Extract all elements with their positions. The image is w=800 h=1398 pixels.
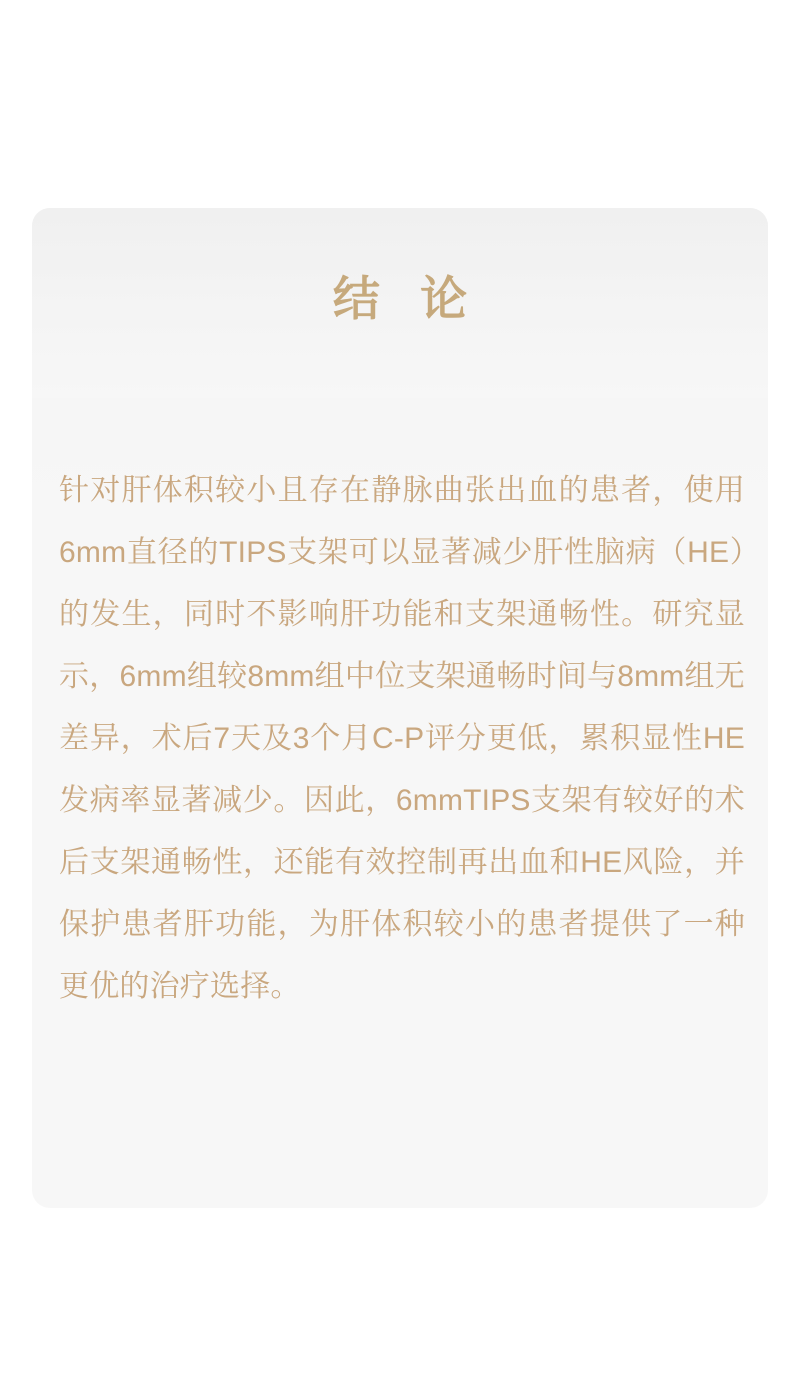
page-title: 结 论 [332,272,480,328]
heading-band [32,208,768,398]
conclusion-body-text: 针对肝体积较小且存在静脉曲张出血的患者，使用6mm直径的TIPS支架可以显著减少肝性脑病（HE）的发生，同时不影响肝功能和支架通畅性。研究显示，6mm组较8mm组中位支架通畅时间与8mm组无差异，术后7天及3个月C-P评分更低，累积显性HE发病率显著减少。因此，6mmTIPS支架有较好的术后支架通畅性，还能有效控制再出血和HE风险，并保护患者肝功能，为肝体积较小的患者提供了一种更优的治疗选择。 [59,474,745,1003]
content-card [32,208,768,1208]
